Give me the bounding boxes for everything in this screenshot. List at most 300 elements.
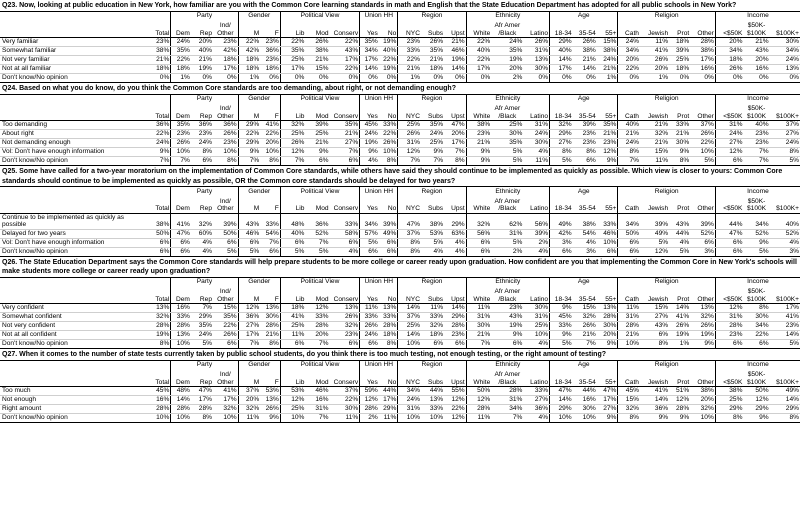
cell-prot: 14% — [669, 304, 690, 313]
cell-f: 36% — [260, 47, 280, 56]
cell-union-no: 26% — [379, 139, 398, 148]
column-header-ind-other — [213, 287, 238, 304]
row-label: Not at all confident — [0, 331, 149, 340]
cell-latino: 13% — [523, 56, 549, 65]
blank-cell — [0, 287, 149, 304]
cell-18-34: 47% — [550, 387, 573, 396]
cell-white: 12% — [466, 396, 491, 405]
row-label: Too much — [0, 387, 149, 396]
cell-50k-100k: 9% — [743, 238, 769, 247]
cell-35-54: 30% — [573, 405, 597, 414]
cell-jewish: 15% — [640, 304, 669, 313]
cell-100k-plus: 14% — [770, 331, 800, 340]
cell-35-54: 8% — [573, 148, 597, 157]
cell-f: 0% — [260, 74, 280, 83]
cell-conserv: 43% — [330, 47, 360, 56]
cell-lib: 11% — [280, 331, 305, 340]
column-header-line1: Total — [155, 29, 170, 37]
table-row — [0, 322, 800, 331]
column-header-line1: $100K+ — [776, 205, 799, 212]
column-header-line1: Other — [697, 205, 714, 212]
cell-jewish: 39% — [640, 213, 669, 229]
column-header-line1: Subs — [428, 295, 444, 303]
column-header-line1: Dem — [175, 378, 190, 386]
cell-cath: 45% — [618, 387, 640, 396]
column-header-subs — [421, 104, 444, 121]
column-header-prot — [669, 104, 690, 121]
column-header-line1: Total — [155, 205, 170, 212]
cell-55-plus: 47% — [597, 387, 618, 396]
cell-lib: 12% — [280, 148, 305, 157]
cell-cath: 28% — [618, 322, 640, 331]
cell-subs: 13% — [421, 396, 444, 405]
cell-lib: 10% — [280, 414, 305, 423]
row-label: Not enough — [0, 396, 149, 405]
column-header-18-34 — [550, 104, 573, 121]
column-header-50k-100k — [743, 196, 769, 213]
cell-18-34: 9% — [550, 331, 573, 340]
cell-conserv: 22% — [330, 65, 360, 74]
column-header-line1: Conserv — [333, 29, 359, 37]
column-header-prot — [669, 370, 690, 387]
cell-other: 28% — [690, 38, 715, 47]
group-header-union-hh: Union HH — [360, 361, 398, 370]
cell-total: 45% — [149, 387, 171, 396]
cell-prot: 12% — [669, 396, 690, 405]
question-text: Q26. The State Education Department says the Common Core standards will help prepare students to be more college or career ready upon graduation. How confident are you that implementing the Common Core in New York's schools will make students more college or career ready upon graduation? — [0, 257, 800, 278]
cell-union-yes: 12% — [360, 396, 379, 405]
column-header-jewish — [640, 196, 669, 213]
column-header-line1: 55+ — [605, 112, 617, 120]
cell-m: 18% — [238, 56, 260, 65]
cell-18-34: 9% — [550, 304, 573, 313]
group-header-religion: Religion — [618, 95, 715, 104]
cell-total: 10% — [149, 414, 171, 423]
table-row — [0, 331, 800, 340]
column-header-line1: M — [253, 378, 260, 386]
cell-nyc: 25% — [398, 322, 421, 331]
cell-50k-100k: 43% — [743, 47, 769, 56]
cell-100k-plus: 24% — [770, 139, 800, 148]
cell-ind-other: 26% — [213, 130, 238, 139]
cell-18-34: 6% — [550, 247, 573, 256]
column-header-line1: Prot — [677, 378, 690, 386]
cell-cath: 24% — [618, 38, 640, 47]
cell-cath: 24% — [618, 139, 640, 148]
group-header-ethnicity: Ethnicity — [466, 95, 549, 104]
column-header-18-34 — [550, 370, 573, 387]
cell-mod: 38% — [305, 47, 329, 56]
cell-100k-plus: 30% — [770, 38, 800, 47]
group-header-age: Age — [550, 278, 618, 287]
cell-union-no: 28% — [379, 322, 398, 331]
cell-subs: 6% — [421, 340, 444, 349]
column-header-line1: Yes — [367, 295, 378, 303]
cell-rep: 23% — [191, 130, 213, 139]
cell-18-34: 27% — [550, 139, 573, 148]
column-header-line1: Subs — [428, 378, 444, 386]
blank-cell — [149, 187, 171, 196]
cell-f: 8% — [260, 157, 280, 166]
cell-55-plus: 1% — [597, 74, 618, 83]
cell-under-50k: 6% — [715, 157, 743, 166]
cell-mod: 15% — [305, 65, 329, 74]
cell-mod: 39% — [305, 121, 329, 130]
cell-55-plus: 13% — [597, 304, 618, 313]
cell-dem: 24% — [171, 38, 191, 47]
cell-lib: 7% — [280, 157, 305, 166]
column-header-mod — [305, 196, 329, 213]
row-label: Vol: Don't have enough information — [0, 238, 149, 247]
cell-f: 13% — [260, 396, 280, 405]
cell-union-yes: 2% — [360, 414, 379, 423]
cell-under-50k: 6% — [715, 247, 743, 256]
group-header-ethnicity: Ethnicity — [466, 12, 549, 21]
column-header-m — [238, 21, 260, 38]
cell-f: 18% — [260, 65, 280, 74]
group-header-region: Region — [398, 12, 466, 21]
table-row — [0, 47, 800, 56]
cell-m: 46% — [238, 229, 260, 238]
cell-afr-amer-black: 30% — [491, 130, 523, 139]
cell-upst: 14% — [444, 304, 466, 313]
column-header-line1: Afr Amer — [494, 105, 521, 112]
table-row — [0, 340, 800, 349]
cell-18-34: 29% — [550, 38, 573, 47]
cell-18-34: 5% — [550, 340, 573, 349]
column-header-nyc — [398, 21, 421, 38]
cell-total: 38% — [149, 213, 171, 229]
blank-cell — [149, 278, 171, 287]
cell-50k-100k: 7% — [743, 148, 769, 157]
cell-lib: 25% — [280, 322, 305, 331]
row-label: Don't know/No opinion — [0, 247, 149, 256]
column-header-under-50k — [715, 287, 743, 304]
column-header-line1: Other — [697, 378, 714, 386]
cell-mod: 5% — [305, 247, 329, 256]
column-header-line1: 55+ — [605, 295, 617, 303]
cell-union-yes: 11% — [360, 304, 379, 313]
column-header-line2: Other — [217, 295, 234, 303]
cell-white: 6% — [466, 247, 491, 256]
cell-ind-other: 5% — [213, 247, 238, 256]
cell-union-yes: 33% — [360, 313, 379, 322]
cell-other: 20% — [690, 396, 715, 405]
column-header-mod — [305, 21, 329, 38]
cell-afr-amer-black: 62% — [491, 213, 523, 229]
cell-dem: 1% — [171, 74, 191, 83]
column-header-55-plus — [597, 21, 618, 38]
cell-under-50k: 44% — [715, 213, 743, 229]
column-header-35-54 — [573, 104, 597, 121]
cell-f: 23% — [260, 38, 280, 47]
column-header-line1: White — [473, 378, 491, 386]
cell-18-34: 32% — [550, 121, 573, 130]
cell-prot: 33% — [669, 121, 690, 130]
cell-subs: 38% — [421, 213, 444, 229]
cell-white: 17% — [466, 65, 491, 74]
cell-union-yes: 0% — [360, 74, 379, 83]
cell-union-no: 6% — [379, 238, 398, 247]
column-header-55-plus — [597, 104, 618, 121]
cell-union-no: 33% — [379, 313, 398, 322]
cell-lib: 17% — [280, 65, 305, 74]
column-header-nyc — [398, 287, 421, 304]
cell-m: 7% — [238, 157, 260, 166]
cell-afr-amer-black: 34% — [491, 405, 523, 414]
cell-55-plus: 6% — [597, 247, 618, 256]
cell-prot: 41% — [669, 313, 690, 322]
cell-prot: 9% — [669, 414, 690, 423]
column-header-line1: 18-34 — [554, 378, 572, 386]
column-header-ind-other — [213, 104, 238, 121]
cell-55-plus: 27% — [597, 405, 618, 414]
cell-mod: 52% — [305, 229, 329, 238]
cell-latino: 30% — [523, 65, 549, 74]
cell-50k-100k: 7% — [743, 157, 769, 166]
cell-rep: 32% — [191, 213, 213, 229]
column-header-line1: Yes — [367, 378, 378, 386]
column-header-line1: No — [387, 205, 397, 212]
column-header-100k-plus — [770, 370, 800, 387]
column-header-line1: Jewish — [647, 112, 669, 120]
cell-35-54: 4% — [573, 238, 597, 247]
cell-cath: 21% — [618, 130, 640, 139]
cell-under-50k: 47% — [715, 229, 743, 238]
cell-subs: 11% — [421, 304, 444, 313]
cell-rep: 60% — [191, 229, 213, 238]
cell-mod: 9% — [305, 148, 329, 157]
cell-conserv: 33% — [330, 213, 360, 229]
column-header-prot — [669, 196, 690, 213]
table-row — [0, 148, 800, 157]
question-text: Q25. Some have called for a two-year moratorium on the implementation of Common Core standards, while others have said they should continue to be implemented as quickly as possible. Which view is closer to yours: Common Core standards should continue to be implemented as quickly as possible, OR the Common core standards should be delayed for two years? — [0, 166, 800, 187]
column-header-line1: Subs — [428, 29, 444, 37]
cell-35-54: 6% — [573, 157, 597, 166]
cell-latino: 33% — [523, 387, 549, 396]
cell-latino: 56% — [523, 213, 549, 229]
column-header-100k-plus — [770, 287, 800, 304]
group-header-gender: Gender — [238, 187, 280, 196]
cell-m: 17% — [238, 331, 260, 340]
row-label: Somewhat familiar — [0, 47, 149, 56]
column-header-under-50k — [715, 370, 743, 387]
cell-35-54: 23% — [573, 130, 597, 139]
cell-white: 6% — [466, 238, 491, 247]
cell-mod: 20% — [305, 331, 329, 340]
group-header-row — [0, 361, 800, 370]
cell-lib: 25% — [280, 130, 305, 139]
column-header-rep — [191, 104, 213, 121]
cell-dem: 48% — [171, 387, 191, 396]
cell-f: 6% — [260, 247, 280, 256]
cell-afr-amer-black: 35% — [491, 139, 523, 148]
cell-white: 28% — [466, 405, 491, 414]
column-header-line1: Conserv — [333, 112, 359, 120]
column-header-line2: Other — [217, 205, 234, 212]
cell-other: 32% — [690, 405, 715, 414]
cell-upst: 12% — [444, 414, 466, 423]
column-header-line1: Latino — [530, 378, 549, 386]
cell-m: 6% — [238, 238, 260, 247]
cell-35-54: 3% — [573, 247, 597, 256]
column-header-line1: Jewish — [647, 295, 669, 303]
cell-f: 33% — [260, 213, 280, 229]
cell-white: 31% — [466, 313, 491, 322]
column-header-line1: Mod — [315, 112, 329, 120]
column-header-union-yes — [360, 21, 379, 38]
cell-100k-plus: 24% — [770, 56, 800, 65]
cell-lib: 26% — [280, 139, 305, 148]
cell-mod: 7% — [305, 414, 329, 423]
cell-dem: 22% — [171, 56, 191, 65]
question-text: Q24. Based on what you do know, do you think the Common Core standards are too demanding, about right, or not demanding enough? — [0, 83, 800, 95]
cell-cath: 8% — [618, 414, 640, 423]
column-header-line1: $50K- — [747, 105, 766, 112]
cell-ind-other: 8% — [213, 157, 238, 166]
column-header-line2: /Black — [498, 112, 517, 120]
column-header-union-yes — [360, 370, 379, 387]
column-header-line1: Yes — [367, 29, 378, 37]
cell-conserv: 58% — [330, 229, 360, 238]
group-header-income: Income — [715, 361, 800, 370]
cell-ind-other: 23% — [213, 139, 238, 148]
cell-afr-amer-black: 5% — [491, 238, 523, 247]
cell-mod: 21% — [305, 139, 329, 148]
column-header-row — [0, 287, 800, 304]
cell-jewish: 41% — [640, 47, 669, 56]
column-header-line1: Prot — [677, 29, 690, 37]
cell-m: 12% — [238, 304, 260, 313]
cell-total: 50% — [149, 229, 171, 238]
cell-nyc: 10% — [398, 414, 421, 423]
cell-ind-other: 6% — [213, 238, 238, 247]
column-header-row — [0, 370, 800, 387]
cell-100k-plus: 8% — [770, 148, 800, 157]
cell-ind-other: 50% — [213, 229, 238, 238]
cell-mod: 12% — [305, 304, 329, 313]
cell-55-plus: 9% — [597, 414, 618, 423]
column-header-row — [0, 21, 800, 38]
group-header-row — [0, 278, 800, 287]
cell-afr-amer-black: 19% — [491, 56, 523, 65]
group-header-religion: Religion — [618, 12, 715, 21]
cell-afr-amer-black: 28% — [491, 387, 523, 396]
column-header-jewish — [640, 287, 669, 304]
cell-50k-100k: 23% — [743, 139, 769, 148]
column-header-line1: NYC — [406, 295, 420, 303]
cell-50k-100k: 9% — [743, 414, 769, 423]
cell-total: 6% — [149, 238, 171, 247]
column-header-total — [149, 104, 171, 121]
cell-50k-100k: 0% — [743, 74, 769, 83]
blank-cell — [0, 12, 149, 21]
column-header-lib — [280, 196, 305, 213]
column-header-line1: No — [387, 295, 397, 303]
cell-jewish: 27% — [640, 313, 669, 322]
column-header-line1: Latino — [530, 295, 549, 303]
column-header-prot — [669, 287, 690, 304]
cell-f: 7% — [260, 238, 280, 247]
cell-upst: 21% — [444, 38, 466, 47]
column-header-line1: $50K- — [747, 288, 766, 296]
column-header-subs — [421, 287, 444, 304]
cell-union-yes: 57% — [360, 229, 379, 238]
cell-ind-other: 39% — [213, 213, 238, 229]
cell-100k-plus: 27% — [770, 130, 800, 139]
column-header-line1: Jewish — [647, 29, 669, 37]
cell-latino: 26% — [523, 38, 549, 47]
cell-subs: 9% — [421, 148, 444, 157]
cell-under-50k: 6% — [715, 340, 743, 349]
cell-55-plus: 10% — [597, 238, 618, 247]
group-header-party: Party — [171, 361, 238, 370]
column-header-line1: Cath — [625, 29, 639, 37]
cell-35-54: 26% — [573, 38, 597, 47]
group-header-religion: Religion — [618, 361, 715, 370]
column-header-latino — [523, 370, 549, 387]
cell-50k-100k: 30% — [743, 313, 769, 322]
cell-cath: 6% — [618, 247, 640, 256]
cell-ind-other: 15% — [213, 304, 238, 313]
cell-lib: 48% — [280, 213, 305, 229]
cell-rep: 35% — [191, 322, 213, 331]
cell-rep: 24% — [191, 331, 213, 340]
column-header-line2: /Black — [498, 378, 517, 386]
column-header-line2: $100K — [746, 112, 767, 120]
cell-mod: 21% — [305, 56, 329, 65]
cell-under-50k: 0% — [715, 74, 743, 83]
cell-upst: 29% — [444, 213, 466, 229]
cell-prot: 5% — [669, 247, 690, 256]
cell-mod: 33% — [305, 313, 329, 322]
cell-f: 23% — [260, 56, 280, 65]
cell-upst: 12% — [444, 396, 466, 405]
cell-55-plus: 24% — [597, 56, 618, 65]
column-header-line1: Rep — [199, 295, 212, 303]
cell-18-34: 29% — [550, 405, 573, 414]
cell-nyc: 14% — [398, 331, 421, 340]
cell-nyc: 22% — [398, 56, 421, 65]
cell-m: 20% — [238, 396, 260, 405]
column-header-ind-other — [213, 196, 238, 213]
cell-white: 21% — [466, 331, 491, 340]
cell-other: 17% — [690, 56, 715, 65]
cell-total: 38% — [149, 47, 171, 56]
cell-latino: 31% — [523, 313, 549, 322]
group-header-political-view: Political View — [280, 361, 359, 370]
cell-f: 28% — [260, 322, 280, 331]
column-header-conserv — [330, 196, 360, 213]
cell-dem: 10% — [171, 148, 191, 157]
cell-55-plus: 30% — [597, 322, 618, 331]
column-header-other — [690, 104, 715, 121]
cell-union-yes: 28% — [360, 405, 379, 414]
column-header-line1: Dem — [175, 205, 190, 212]
cell-union-no: 0% — [379, 74, 398, 83]
column-header-white — [466, 196, 491, 213]
column-header-white — [466, 370, 491, 387]
cell-under-50k: 31% — [715, 121, 743, 130]
cell-rep: 19% — [191, 65, 213, 74]
cell-total: 19% — [149, 331, 171, 340]
column-header-upst — [444, 196, 466, 213]
cell-total: 9% — [149, 148, 171, 157]
cell-dem: 13% — [171, 331, 191, 340]
column-header-line1: Ind/ — [219, 371, 231, 379]
cell-latino: 0% — [523, 74, 549, 83]
blank-cell — [0, 187, 149, 196]
